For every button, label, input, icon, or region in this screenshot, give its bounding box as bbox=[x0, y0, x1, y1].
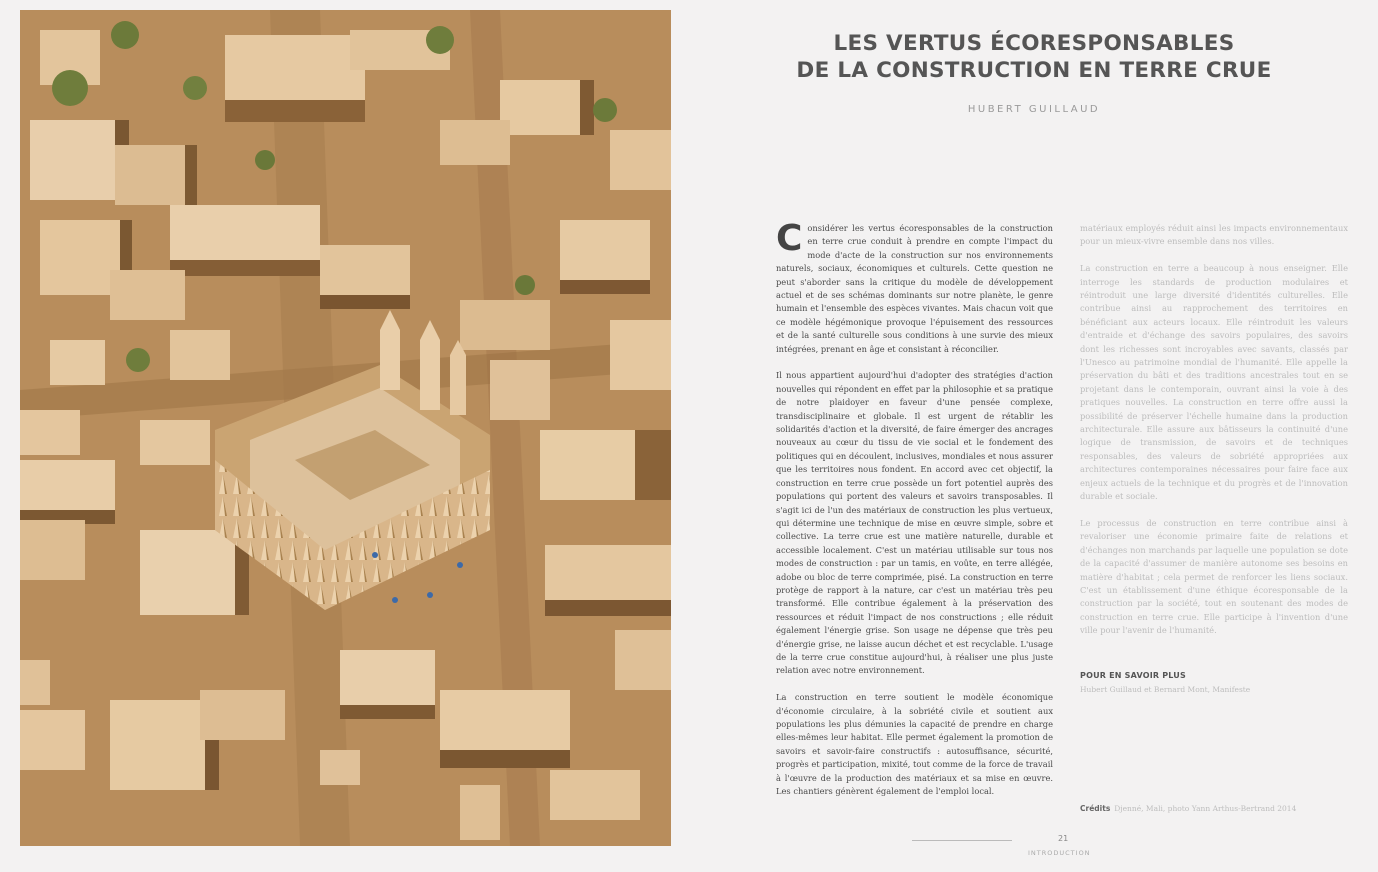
folio-rule bbox=[912, 840, 1012, 841]
title-line-1: LES VERTUS ÉCORESPONSABLES bbox=[833, 31, 1235, 56]
paragraph-text: onsidérer les vertus écoresponsables de la construction en terre crue conduit à prendre en compte l'impact du mode d'acte de la construction sur nos environnements naturels, sociaux, économiques et culturels. Cette question ne peut s'aborder sans la critique du modèle de développement actuel et de ses schémas dominants sur notre planète, le genre humain et l'ensemble des espèces vivantes. Mais chacun voit que ce modèle hégémonique provoque l'épuisement des ressources et de la santé culturelle sous conditions à une survie des mieux intégrées, prenant en âge et consistant à réconcilier. bbox=[776, 223, 1053, 354]
paragraph: La construction en terre soutient le modèle économique d'économie circulaire, à la sobriété civile et soutient aux populations les plus démunies la capacité de prendre en charge elles-mêmes leur habitat. Elle permet également la promotion de savoirs et savoir-faire constructifs : autosuffisance, sécurité, progrès et participation, mixité, tout comme de la force de travail à l'œuvre de la production des matériaux et sa mise en œuvre. Les chantiers génèrent également de l'emploi local. bbox=[776, 692, 1053, 797]
article-author: HUBERT GUILLAUD bbox=[967, 104, 1101, 115]
further-reading-text: Hubert Guillaud et Bernard Mont, Manifeste bbox=[1080, 685, 1251, 694]
paragraph: Le processus de construction en terre contribue ainsi à revaloriser une économie primaire faite de relations et d'échanges non marchands par laquelle une population se dote de la capacité d'assumer de manière autonome ses besoins en matière d'habitat ; cela permet de renforcer les liens sociaux. C'est un établissement d'une éthique écoresponsable de la construction par la société, tout en soutenant des modes de construction en terre crue. Elle participe à l'invention d'une ville pour l'avenir de l'humanité. bbox=[1080, 517, 1348, 636]
drop-cap: C bbox=[776, 218, 803, 259]
page-number: 21 bbox=[1058, 834, 1069, 843]
paragraph: matériaux employés réduit ainsi les impacts environnementaux pour un mieux-vivre ensemble dans nos villes. bbox=[1080, 223, 1348, 247]
article-page bbox=[690, 0, 1378, 872]
paragraph: Il nous appartient aujourd'hui d'adopter des stratégies d'action nouvelles qui répondent en effet par la philosophie et sa pratique de notre plaidoyer en faveur d'une pensée complexe, transdisciplinaire et globale. Il est urgent de rétablir les solidarités d'action et la diversité, de faire émerger des ancrages nouveaux au cœur du tissu de vie social et le fondement des politiques qui en découlent, inclusives, mondiales et nous assurer que les territoires nous fondent. En accord avec cet objectif, la construction en terre crue possède un fort potentiel auprès des populations qui portent des valeurs et savoirs transposables. Il s'agit ici de l'un des matériaux de construction les plus vertueux, qui détermine une technique de mise en œuvre simple, sobre et collective. La terre crue est une matière naturelle, durable et accessible localement. C'est un matériau utilisable sur tous nos modes de construction : par un tamis, en voûte, en terre allégée, adobe ou bloc de terre comprimée, pisé. La construction en terre protège de rapport à la nature, car c'est un matériau très peu transformé. Elle contribue également à la préservation des ressources et réduit l'impact de nos constructions ; elle réduit également l'énergie grise. Son usage ne dépense que très peu d'énergie grise, ne laisse aucun déchet et est recyclable. L'usage de la terre crue constitue aujourd'hui, à réaliser une plus juste relation avec notre environnement. bbox=[776, 370, 1053, 676]
title-line-2: DE LA CONSTRUCTION EN TERRE CRUE bbox=[796, 58, 1272, 83]
paragraph: La construction en terre a beaucoup à nous enseigner. Elle interroge les standards de production modulaires et réintroduit une large diversité d'identités culturelles. Elle contribue ainsi au rapprochement des territoires en bénéficiant aux acteurs locaux. Elle réintroduit les valeurs d'entraide et d'échange des savoirs populaires, des savoirs dont les richesses sont incroyables avec savants, classés par l'Unesco au patrimoine mondial de l'humanité. Elle appelle la préservation du bâti et des traditions ancestrales tout en se projetant dans le contemporain, ouvrant ainsi la voie à des pratiques nouvelles. La construction en terre offre aussi la possibilité de préserver l'échelle humaine dans la production architecturale. Elle assure aux bâtisseurs la continuité d'une logique de transmission, de savoirs et de techniques responsables, des valeurs de sobriété appropriées aux architectures contemporaines nécessaires pour faire face aux enjeux actuels de la technique et du progrès et de l'innovation durable et sociale. bbox=[1080, 263, 1348, 502]
credit-label: Crédits bbox=[1080, 804, 1111, 813]
credit-text: Djenné, Mali, photo Yann Arthus-Bertrand 2014 bbox=[1114, 804, 1297, 813]
article-title bbox=[690, 30, 1378, 84]
photo-credit bbox=[1080, 803, 1350, 814]
text-column-2 bbox=[1080, 222, 1348, 651]
paragraph bbox=[776, 218, 1053, 356]
section-name: INTRODUCTION bbox=[1028, 849, 1091, 857]
photo-illustration bbox=[20, 10, 671, 846]
aerial-photo-djenne-mosque bbox=[20, 10, 671, 846]
text-column-1 bbox=[776, 218, 1053, 812]
further-reading-heading: POUR EN SAVOIR PLUS bbox=[1080, 671, 1186, 680]
